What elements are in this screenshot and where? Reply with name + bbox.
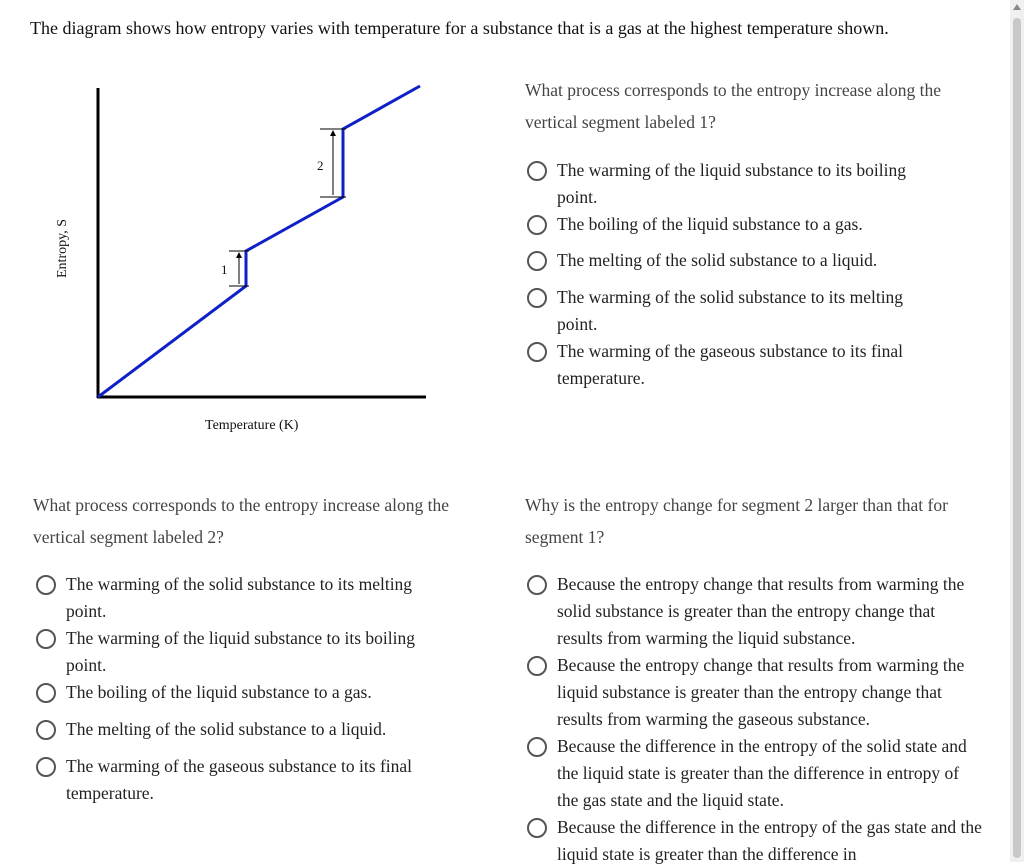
q3-option[interactable] <box>527 733 982 814</box>
option-label: The warming of the gaseous substance to its final temperature. <box>557 341 904 388</box>
radio-button[interactable] <box>527 818 547 838</box>
segment-2-arrowhead <box>330 130 336 136</box>
q1-options <box>527 157 927 392</box>
x-axis-label: Temperature (K) <box>205 418 299 433</box>
radio-button[interactable] <box>36 757 56 777</box>
scroll-thumb[interactable] <box>1013 18 1021 858</box>
radio-button[interactable] <box>36 683 56 703</box>
entropy-diagram <box>55 80 445 440</box>
radio-button[interactable] <box>527 251 547 271</box>
q3-option[interactable] <box>527 814 982 868</box>
option-label: The warming of the solid substance to its melting point. <box>557 287 904 334</box>
q1-prompt: What process corresponds to the entropy increase along the vertical segment labeled 1? <box>525 80 941 132</box>
radio-button[interactable] <box>527 737 547 757</box>
q3-option[interactable] <box>527 652 982 733</box>
segment-2-label: 2 <box>317 158 324 173</box>
vertical-scrollbar[interactable] <box>1010 0 1024 862</box>
q2-option[interactable] <box>36 625 436 679</box>
q1-option[interactable] <box>527 338 927 392</box>
segment-1-arrowhead <box>236 252 242 258</box>
option-label: The boiling of the liquid substance to a gas. <box>557 214 863 234</box>
option-label: The warming of the gaseous substance to its final temperature. <box>66 756 413 803</box>
radio-button[interactable] <box>36 629 56 649</box>
option-label: Because the entropy change that results from warming the liquid substance is greater than the entropy change that results from warming the gaseous substance. <box>557 655 965 729</box>
q2-options <box>36 571 436 807</box>
option-label: Because the difference in the entropy of the gas state and the liquid state is greater than the difference in <box>557 817 982 864</box>
option-label: The warming of the liquid substance to its boiling point. <box>557 160 906 207</box>
q3-options <box>527 571 982 868</box>
q2-option[interactable] <box>36 716 436 743</box>
radio-button[interactable] <box>527 288 547 308</box>
q1-option[interactable] <box>527 284 927 338</box>
radio-button[interactable] <box>527 161 547 181</box>
option-label: Because the entropy change that results from warming the solid substance is greater than the entropy change that results from warming the liquid substance. <box>557 574 965 648</box>
option-label: The boiling of the liquid substance to a gas. <box>66 682 372 702</box>
radio-button[interactable] <box>527 575 547 595</box>
q3-prompt: Why is the entropy change for segment 2 larger than that for segment 1? <box>525 495 948 547</box>
segment-1-label: 1 <box>221 262 228 277</box>
radio-button[interactable] <box>527 215 547 235</box>
q2-option[interactable] <box>36 679 436 706</box>
q1-option[interactable] <box>527 157 927 211</box>
q1-option[interactable] <box>527 211 927 238</box>
q3-option[interactable] <box>527 571 982 652</box>
radio-button[interactable] <box>36 720 56 740</box>
q1-option[interactable] <box>527 247 927 274</box>
intro-text: The diagram shows how entropy varies with temperature for a substance that is a gas at the highest temperature shown. <box>30 18 889 38</box>
radio-button[interactable] <box>36 575 56 595</box>
y-axis-label: Entropy, S <box>55 219 70 278</box>
entropy-plot <box>55 80 445 410</box>
q2-option[interactable] <box>36 571 436 625</box>
entropy-curve <box>98 86 420 397</box>
option-label: The warming of the solid substance to its melting point. <box>66 574 413 621</box>
option-label: The melting of the solid substance to a liquid. <box>557 250 878 270</box>
option-label: The melting of the solid substance to a liquid. <box>66 719 387 739</box>
q2-option[interactable] <box>36 753 436 807</box>
option-label: The warming of the liquid substance to its boiling point. <box>66 628 415 675</box>
option-label: Because the difference in the entropy of the solid state and the liquid state is greater than the difference in entropy of the gas state and the liquid state. <box>557 736 967 810</box>
radio-button[interactable] <box>527 342 547 362</box>
q2-prompt: What process corresponds to the entropy increase along the vertical segment labeled 2? <box>33 495 449 547</box>
scroll-up-icon[interactable] <box>1013 4 1021 10</box>
radio-button[interactable] <box>527 656 547 676</box>
